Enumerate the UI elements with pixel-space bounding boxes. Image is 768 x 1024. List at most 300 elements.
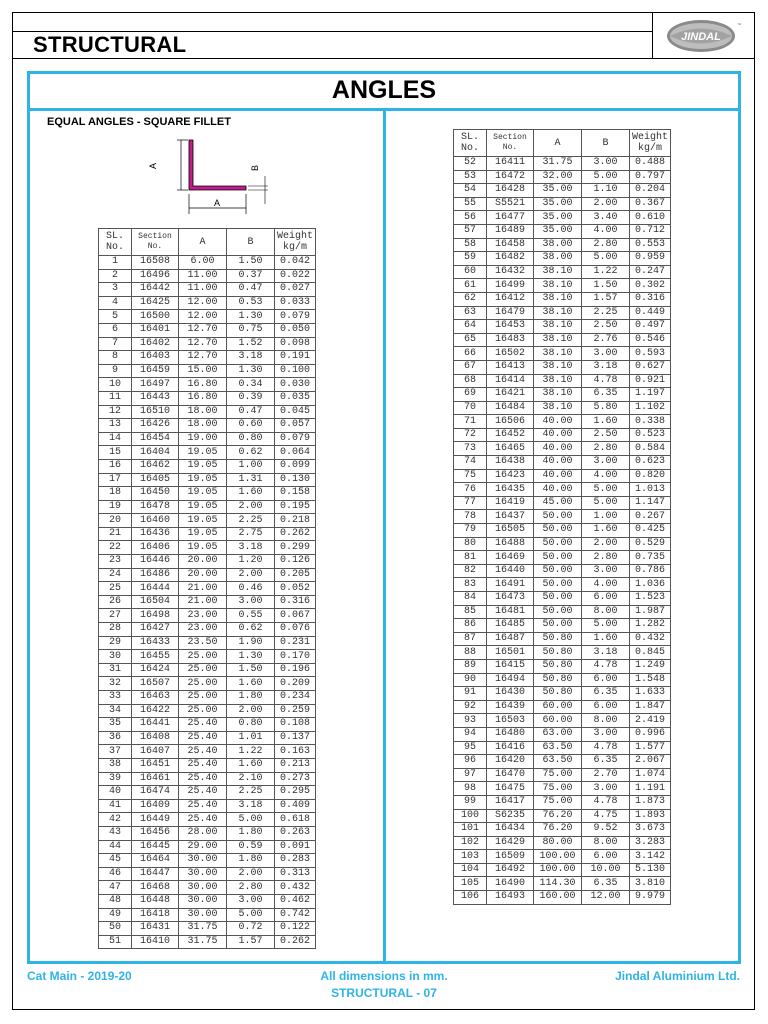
table-row: [99, 636, 316, 650]
cell-section: 16487: [486, 632, 533, 646]
table-row: [99, 718, 316, 732]
table-row: [99, 459, 316, 473]
cell-sl: 56: [454, 211, 487, 225]
table-row: [454, 224, 671, 238]
cell-b: 6.00: [581, 700, 629, 714]
cell-sl: 44: [99, 840, 132, 854]
cell-sl: 17: [99, 473, 132, 487]
cell-weight: 0.052: [274, 582, 315, 596]
cell-sl: 73: [454, 442, 487, 456]
cell-weight: 0.820: [629, 469, 670, 483]
table-row: [99, 758, 316, 772]
table-row: [454, 524, 671, 538]
cell-b: 0.39: [226, 391, 274, 405]
table-row: [99, 908, 316, 922]
cell-weight: 0.618: [274, 813, 315, 827]
cell-section: 16501: [486, 646, 533, 660]
cell-sl: 38: [99, 758, 132, 772]
cell-weight: 0.996: [629, 727, 670, 741]
cell-a: 50.00: [533, 619, 581, 633]
cell-a: 16.80: [178, 378, 226, 392]
cell-a: 35.00: [533, 211, 581, 225]
cell-sl: 99: [454, 795, 487, 809]
cell-section: 16424: [131, 663, 178, 677]
cell-section: 16494: [486, 673, 533, 687]
cell-section: 16438: [486, 456, 533, 470]
cell-a: 76.20: [533, 823, 581, 837]
cell-sl: 24: [99, 568, 132, 582]
cell-a: 75.00: [533, 768, 581, 782]
table-row: [454, 374, 671, 388]
cell-weight: 9.979: [629, 891, 670, 905]
table-subtitle: EQUAL ANGLES - SQUARE FILLET: [47, 116, 231, 128]
cell-a: 25.40: [178, 813, 226, 827]
cell-b: 2.50: [581, 428, 629, 442]
cell-sl: 27: [99, 609, 132, 623]
cell-weight: 0.027: [274, 283, 315, 297]
cell-a: 31.75: [533, 157, 581, 171]
cell-section: 16402: [131, 337, 178, 351]
cell-a: 38.10: [533, 292, 581, 306]
cell-sl: 69: [454, 388, 487, 402]
table-row: [454, 592, 671, 606]
cell-sl: 76: [454, 483, 487, 497]
cell-sl: 36: [99, 731, 132, 745]
cell-section: 16480: [486, 727, 533, 741]
table-row: [454, 211, 671, 225]
cell-sl: 15: [99, 446, 132, 460]
cell-sl: 25: [99, 582, 132, 596]
cell-weight: 0.050: [274, 323, 315, 337]
cell-section: 16436: [131, 527, 178, 541]
cell-sl: 34: [99, 704, 132, 718]
cell-b: 1.00: [226, 459, 274, 473]
table-row: [454, 714, 671, 728]
cell-weight: 0.163: [274, 745, 315, 759]
table-row: [454, 184, 671, 198]
cell-a: 25.00: [178, 663, 226, 677]
cell-b: 0.46: [226, 582, 274, 596]
cell-b: 9.52: [581, 823, 629, 837]
cell-sl: 80: [454, 537, 487, 551]
jindal-logo: [664, 17, 742, 55]
cell-sl: 94: [454, 727, 487, 741]
cell-section: 16506: [486, 415, 533, 429]
cell-b: 1.30: [226, 364, 274, 378]
table-row: [454, 891, 671, 905]
column-divider: [383, 108, 386, 961]
table-row: [454, 333, 671, 347]
cell-b: 10.00: [581, 863, 629, 877]
cell-weight: 0.205: [274, 568, 315, 582]
cell-section: 16505: [486, 524, 533, 538]
cell-a: 23.00: [178, 623, 226, 637]
cell-weight: 3.810: [629, 877, 670, 891]
table-row: [99, 826, 316, 840]
table-row: [454, 755, 671, 769]
cell-sl: 4: [99, 296, 132, 310]
table-row: [454, 292, 671, 306]
cell-section: 16443: [131, 391, 178, 405]
table-row: [454, 306, 671, 320]
cell-weight: 3.283: [629, 836, 670, 850]
cell-section: 16490: [486, 877, 533, 891]
cell-sl: 90: [454, 673, 487, 687]
cell-b: 1.30: [226, 650, 274, 664]
cell-weight: 0.316: [274, 595, 315, 609]
cell-section: 16449: [131, 813, 178, 827]
header-weight: Weight kg/m: [629, 130, 670, 157]
table-row: [454, 496, 671, 510]
cell-sl: 22: [99, 541, 132, 555]
cell-a: 50.00: [533, 564, 581, 578]
cell-b: 3.00: [581, 782, 629, 796]
cell-section: 16418: [131, 908, 178, 922]
cell-b: 2.10: [226, 772, 274, 786]
table-row: [99, 527, 316, 541]
cell-a: 50.80: [533, 687, 581, 701]
cell-sl: 43: [99, 826, 132, 840]
cell-b: 2.00: [226, 867, 274, 881]
cell-sl: 58: [454, 238, 487, 252]
cell-weight: 0.259: [274, 704, 315, 718]
cell-a: 38.00: [533, 252, 581, 266]
cell-section: 16482: [486, 252, 533, 266]
cell-a: 50.00: [533, 524, 581, 538]
cell-a: 38.10: [533, 401, 581, 415]
cell-b: 2.00: [581, 197, 629, 211]
cell-a: 35.00: [533, 197, 581, 211]
table-row: [99, 623, 316, 637]
angle-profile-shape: [189, 140, 246, 190]
cell-section: 16428: [486, 184, 533, 198]
table-row: [454, 252, 671, 266]
cell-a: 38.10: [533, 265, 581, 279]
cell-b: 1.22: [581, 265, 629, 279]
cell-sl: 95: [454, 741, 487, 755]
cell-a: 12.70: [178, 351, 226, 365]
cell-sl: 6: [99, 323, 132, 337]
cell-weight: 0.108: [274, 718, 315, 732]
table-row: [454, 197, 671, 211]
cell-a: 25.40: [178, 718, 226, 732]
cell-weight: 0.022: [274, 269, 315, 283]
cell-sl: 88: [454, 646, 487, 660]
cell-section: 16475: [486, 782, 533, 796]
cell-weight: 0.523: [629, 428, 670, 442]
cell-sl: 60: [454, 265, 487, 279]
cell-section: 16492: [486, 863, 533, 877]
table-row: [454, 700, 671, 714]
cell-sl: 104: [454, 863, 487, 877]
cell-b: 1.80: [226, 691, 274, 705]
cell-b: 0.75: [226, 323, 274, 337]
cell-weight: 1.197: [629, 388, 670, 402]
cell-sl: 30: [99, 650, 132, 664]
cell-section: 16485: [486, 619, 533, 633]
cell-section: 16445: [131, 840, 178, 854]
cell-sl: 84: [454, 592, 487, 606]
cell-sl: 92: [454, 700, 487, 714]
page-title: ANGLES: [331, 76, 437, 104]
cell-weight: 0.057: [274, 419, 315, 433]
table-row: [454, 469, 671, 483]
cell-weight: 0.035: [274, 391, 315, 405]
cell-a: 60.00: [533, 700, 581, 714]
cell-a: 11.00: [178, 283, 226, 297]
cell-weight: 0.488: [629, 157, 670, 171]
cell-sl: 106: [454, 891, 487, 905]
cell-sl: 72: [454, 428, 487, 442]
cell-section: 16479: [486, 306, 533, 320]
header-a: A: [178, 229, 226, 256]
cell-b: 8.00: [581, 836, 629, 850]
cell-a: 30.00: [178, 908, 226, 922]
table-row: [454, 809, 671, 823]
table-row: [99, 296, 316, 310]
cell-sl: 26: [99, 595, 132, 609]
cell-b: 6.35: [581, 388, 629, 402]
cell-b: 4.00: [581, 578, 629, 592]
cell-section: 16450: [131, 487, 178, 501]
cell-a: 19.05: [178, 541, 226, 555]
cell-weight: 0.409: [274, 799, 315, 813]
cell-section: 16442: [131, 283, 178, 297]
cell-a: 23.50: [178, 636, 226, 650]
cell-b: 1.57: [581, 292, 629, 306]
cell-weight: 0.623: [629, 456, 670, 470]
cell-weight: 1.548: [629, 673, 670, 687]
table-row: [454, 401, 671, 415]
cell-b: 4.78: [581, 795, 629, 809]
cell-section: 16509: [486, 850, 533, 864]
cell-weight: 0.742: [274, 908, 315, 922]
cell-b: 8.00: [581, 714, 629, 728]
cell-weight: 1.147: [629, 496, 670, 510]
cell-section: 16415: [486, 659, 533, 673]
cell-b: 3.00: [581, 157, 629, 171]
table-row: [99, 799, 316, 813]
cell-weight: 0.079: [274, 310, 315, 324]
cell-weight: 0.313: [274, 867, 315, 881]
cell-a: 25.00: [178, 704, 226, 718]
cell-b: 0.80: [226, 718, 274, 732]
cell-sl: 21: [99, 527, 132, 541]
table-header-row: [99, 229, 316, 256]
table-row: [454, 823, 671, 837]
cell-b: 6.00: [581, 592, 629, 606]
table-row: [99, 337, 316, 351]
cell-weight: 0.497: [629, 320, 670, 334]
cell-weight: 0.033: [274, 296, 315, 310]
table-row: [99, 813, 316, 827]
cell-b: 2.25: [226, 786, 274, 800]
cell-weight: 0.267: [629, 510, 670, 524]
cell-section: 16409: [131, 799, 178, 813]
cell-weight: 0.273: [274, 772, 315, 786]
cell-weight: 0.247: [629, 265, 670, 279]
cell-weight: 0.593: [629, 347, 670, 361]
cell-a: 50.80: [533, 632, 581, 646]
cell-sl: 47: [99, 881, 132, 895]
cell-a: 20.00: [178, 555, 226, 569]
cell-weight: 2.067: [629, 755, 670, 769]
cell-sl: 52: [454, 157, 487, 171]
cell-section: 16460: [131, 514, 178, 528]
section-title: STRUCTURAL: [33, 32, 187, 57]
cell-section: 16421: [486, 388, 533, 402]
cell-weight: 0.209: [274, 677, 315, 691]
cell-weight: 0.786: [629, 564, 670, 578]
cell-section: 16440: [486, 564, 533, 578]
cell-weight: 0.130: [274, 473, 315, 487]
cell-b: 2.80: [581, 238, 629, 252]
cell-section: 16426: [131, 419, 178, 433]
cell-section: 16462: [131, 459, 178, 473]
cell-section: 16486: [131, 568, 178, 582]
cell-sl: 89: [454, 659, 487, 673]
cell-a: 30.00: [178, 881, 226, 895]
cell-section: 16502: [486, 347, 533, 361]
cell-b: 3.40: [581, 211, 629, 225]
cell-weight: 0.067: [274, 609, 315, 623]
table-row: [99, 269, 316, 283]
table-row: [99, 378, 316, 392]
table-row: [454, 741, 671, 755]
table-row: [454, 564, 671, 578]
table-row: [99, 391, 316, 405]
cell-sl: 102: [454, 836, 487, 850]
cell-b: 4.78: [581, 374, 629, 388]
cell-section: 16464: [131, 854, 178, 868]
cell-weight: 0.712: [629, 224, 670, 238]
cell-sl: 81: [454, 551, 487, 565]
cell-a: 38.10: [533, 347, 581, 361]
cell-sl: 100: [454, 809, 487, 823]
cell-b: 2.80: [226, 881, 274, 895]
dimension-a-vertical-label: A: [148, 162, 158, 170]
cell-b: 2.76: [581, 333, 629, 347]
cell-a: 76.20: [533, 809, 581, 823]
cell-b: 1.50: [581, 279, 629, 293]
cell-weight: 0.262: [274, 527, 315, 541]
angles-table-left: [98, 228, 316, 949]
table-row: [99, 609, 316, 623]
cell-a: 23.00: [178, 609, 226, 623]
cell-b: 1.52: [226, 337, 274, 351]
cell-a: 40.00: [533, 469, 581, 483]
cell-weight: 1.191: [629, 782, 670, 796]
cell-section: 16401: [131, 323, 178, 337]
cell-a: 38.10: [533, 374, 581, 388]
cell-weight: 0.295: [274, 786, 315, 800]
table-row: [454, 632, 671, 646]
cell-b: 3.00: [226, 894, 274, 908]
cell-weight: 0.553: [629, 238, 670, 252]
table-row: [454, 428, 671, 442]
table-row: [99, 487, 316, 501]
cell-b: 5.80: [581, 401, 629, 415]
table-row: [99, 663, 316, 677]
cell-b: 2.00: [226, 500, 274, 514]
cell-weight: 0.627: [629, 360, 670, 374]
cell-section: 16483: [486, 333, 533, 347]
cell-section: 16407: [131, 745, 178, 759]
cell-sl: 16: [99, 459, 132, 473]
cell-a: 25.00: [178, 691, 226, 705]
cell-a: 38.10: [533, 333, 581, 347]
cell-b: 3.18: [581, 360, 629, 374]
cell-sl: 40: [99, 786, 132, 800]
table-row: [99, 582, 316, 596]
table-row: [454, 456, 671, 470]
cell-sl: 53: [454, 170, 487, 184]
cell-section: 16458: [486, 238, 533, 252]
cell-weight: 1.249: [629, 659, 670, 673]
cell-a: 30.00: [178, 854, 226, 868]
cell-weight: 0.234: [274, 691, 315, 705]
cell-weight: 0.959: [629, 252, 670, 266]
cell-b: 1.10: [581, 184, 629, 198]
cell-b: 0.72: [226, 922, 274, 936]
cell-b: 1.80: [226, 826, 274, 840]
table-row: [99, 595, 316, 609]
cell-b: 6.35: [581, 877, 629, 891]
cell-b: 3.18: [226, 351, 274, 365]
cell-b: 5.00: [226, 908, 274, 922]
cell-section: 16448: [131, 894, 178, 908]
cell-a: 38.10: [533, 306, 581, 320]
cell-a: 25.00: [178, 677, 226, 691]
cell-a: 19.05: [178, 473, 226, 487]
cell-b: 1.57: [226, 935, 274, 949]
cell-b: 3.00: [226, 595, 274, 609]
cell-a: 38.10: [533, 360, 581, 374]
angle-profile-diagram: [140, 132, 280, 222]
cell-sl: 5: [99, 310, 132, 324]
cell-weight: 1.577: [629, 741, 670, 755]
cell-a: 35.00: [533, 184, 581, 198]
cell-weight: 1.893: [629, 809, 670, 823]
cell-section: 16497: [131, 378, 178, 392]
cell-b: 4.78: [581, 659, 629, 673]
cell-a: 80.00: [533, 836, 581, 850]
cell-a: 20.00: [178, 568, 226, 582]
cell-sl: 20: [99, 514, 132, 528]
angles-table-right: [453, 129, 671, 905]
table-row: [454, 646, 671, 660]
cell-sl: 71: [454, 415, 487, 429]
cell-sl: 96: [454, 755, 487, 769]
cell-a: 38.10: [533, 320, 581, 334]
cell-a: 50.80: [533, 646, 581, 660]
table-row: [454, 537, 671, 551]
cell-b: 2.25: [581, 306, 629, 320]
cell-sl: 82: [454, 564, 487, 578]
table-row: [454, 442, 671, 456]
cell-sl: 35: [99, 718, 132, 732]
cell-weight: 0.091: [274, 840, 315, 854]
table-row: [454, 347, 671, 361]
cell-a: 40.00: [533, 483, 581, 497]
cell-section: 16452: [486, 428, 533, 442]
cell-a: 18.00: [178, 419, 226, 433]
cell-section: 16496: [131, 269, 178, 283]
cell-a: 50.00: [533, 592, 581, 606]
cell-weight: 2.419: [629, 714, 670, 728]
cell-a: 19.05: [178, 500, 226, 514]
cell-sl: 70: [454, 401, 487, 415]
